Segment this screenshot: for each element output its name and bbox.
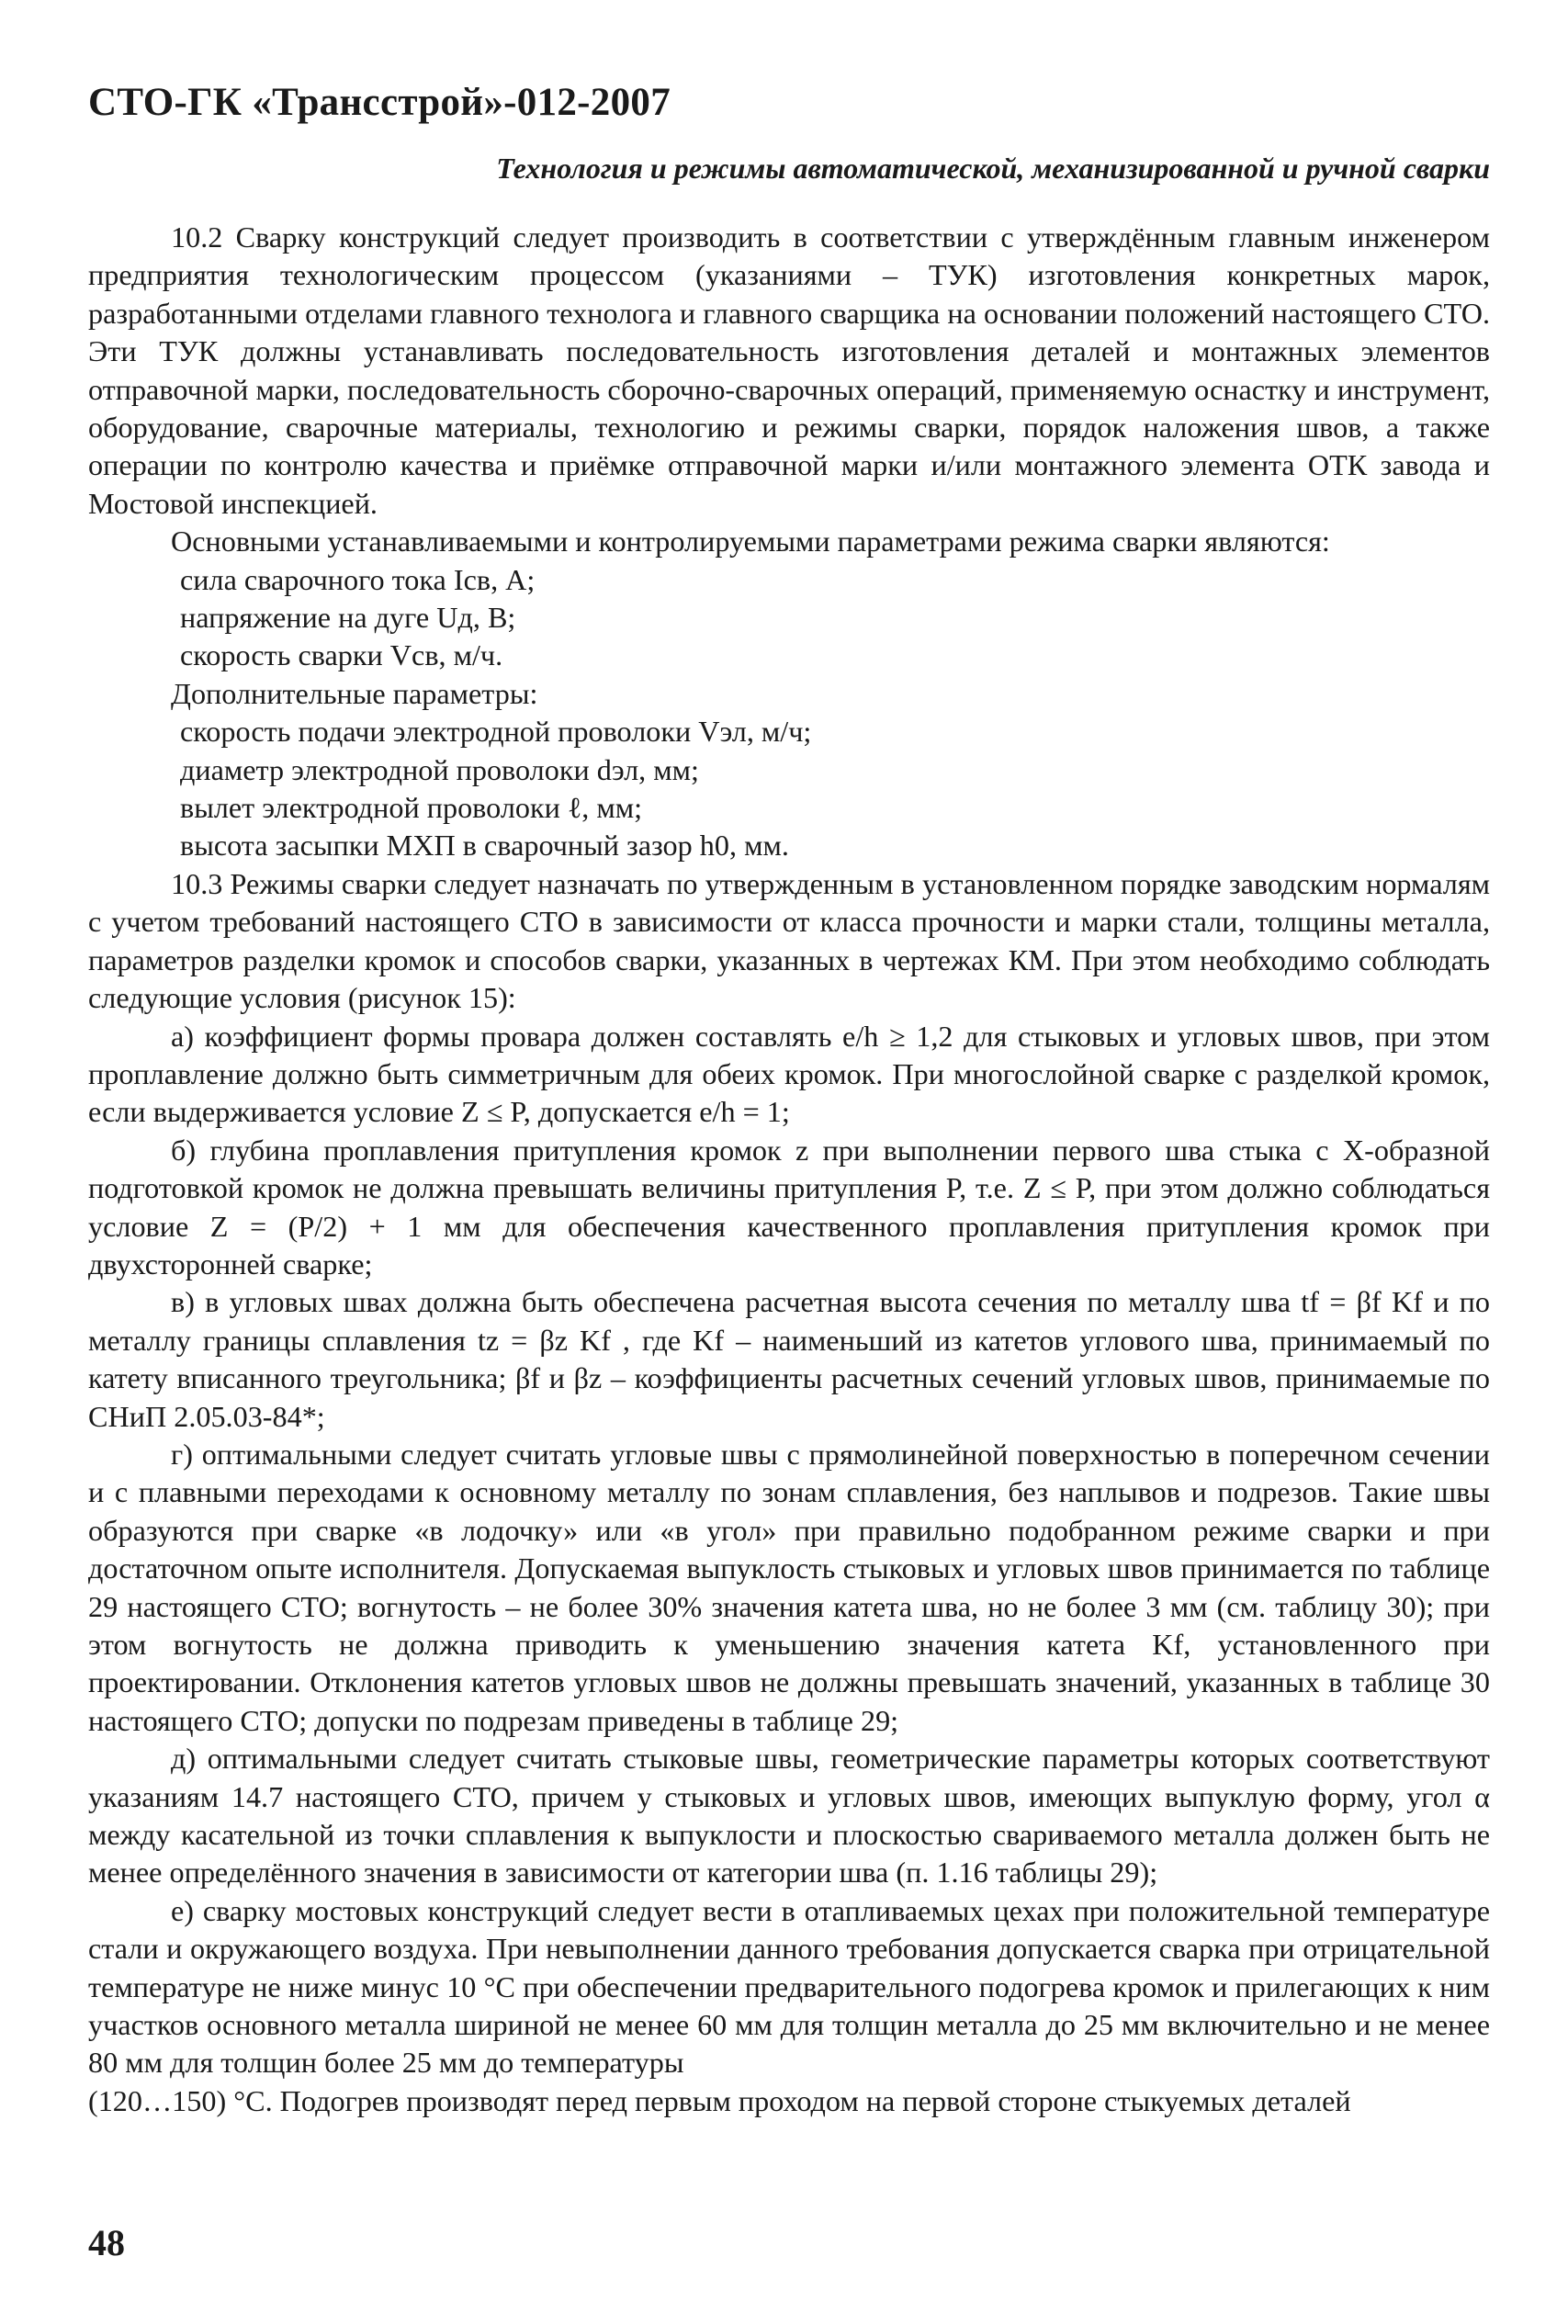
list-item-welding-speed: скорость сварки Vсв, м/ч. <box>180 638 503 672</box>
paragraph-condition-e: е) сварку мостовых конструкций следует вести в отапливаемых цехах при положительной температуре стали и окружающего воздуха. При невыполнении данного требования допускается сварка при отрицательной температуре не ниже минус 10 °С при обеспечении предварительного подогрева кромок и прилегающих к ним участков основного металла шириной не менее 60 мм для толщин металла до 25 мм включительно и не менее 80 мм для толщин более 25 мм до температуры <box>88 1893 1490 2080</box>
paragraph-condition-a: а) коэффициент формы провара должен составлять e/h ≥ 1,2 для стыковых и угловых швов, при этом проплавление должно быть симметричным для обеих кромок. При многослойной сварке с разделкой кромок, если выдерживается условие Z ≤ P, допускается e/h = 1; <box>88 1019 1490 1129</box>
paragraph-condition-d: д) оптимальными следует считать стыковые швы, геометрические параметры которых соответствуют указаниям 14.7 настоящего СТО, причем у стыковых и угловых швов, имеющих выпуклую форму, угол α между касательной из точки сплавления к выпуклости и плоскостью свариваемого металла должен быть не менее определённого значения в зависимости от категории шва (п. 1.16 таблицы 29); <box>88 1742 1490 1890</box>
paragraph-condition-b: б) глубина проплавления притупления кромок z при выполнении первого шва стыка с X-образной подготовкой кромок не должна превышать величины притупления P, т.е. Z ≤ P, при этом должно соблюдаться условие Z = (P/2) + 1 мм для обеспечения качественного проплавления притупления кромок при двухсторонней сварке; <box>88 1133 1490 1280</box>
document-page <box>88 79 1490 2120</box>
list-item-wire-stickout: вылет электродной проволоки ℓ, мм; <box>180 791 643 825</box>
document-subtitle: Технология и режимы автоматической, механизированной и ручной сварки <box>496 151 1490 185</box>
document-body <box>88 219 1490 2120</box>
list-item-wire-feed-speed: скорость подачи электродной проволоки Vэл, м/ч; <box>180 715 812 749</box>
list-item-fill-height: высота засыпки МХП в сварочный зазор h0, мм. <box>180 829 789 863</box>
list-item-welding-current: сила сварочного тока Iсв, А; <box>180 562 536 596</box>
paragraph-condition-e-continued: (120…150) °С. Подогрев производят перед первым проходом на первой стороне стыкуемых деталей <box>88 2083 1351 2117</box>
paragraph-10-2: 10.2 Сварку конструкций следует производить в соответствии с утверждённым главным инженером предприятия технологическим процессом (указаниями – ТУК) изготовления конкретных марок, разработанными отделами главного технолога и главного сварщика на основании положений настоящего СТО. Эти ТУК должны устанавливать последовательность изготовления деталей и монтажных элементов отправочной марки, последовательность сборочно-сварочных операций, применяемую оснастку и инструмент, оборудование, сварочные материалы, технологию и режимы сварки, порядок наложения швов, а также операции по контролю качества и приёмке отправочной марки и/или монтажного элемента ОТК завода и Мостовой инспекцией. <box>88 220 1490 520</box>
list-item-wire-diameter: диаметр электродной проволоки dэл, мм; <box>180 752 699 786</box>
paragraph-condition-g: г) оптимальными следует считать угловые швы с прямолинейной поверхностью в поперечном сечении и с плавными переходами к основному металлу по зонам сплавления, без наплывов и подрезов. Такие швы образуются при сварке «в лодочку» или «в угол» при правильно подобранном режиме сварки и при достаточном опыте исполнителя. Допускаемая выпуклость стыковых и угловых швов принимается по таблице 29 настоящего СТО; вогнутость – не более 30% значения катета шва, но не более 3 мм (см. таблицу 30); при этом вогнутость не должна приводить к уменьшению значения катета Kf, установленного при проектировании. Отклонения катетов угловых швов не должны превышать значений, указанных в таблице 30 настоящего СТО; допуски по подрезам приведены в таблице 29; <box>88 1437 1490 1737</box>
paragraph-condition-v: в) в угловых швах должна быть обеспечена расчетная высота сечения по металлу шва tf = βf Kf и по металлу границы сплавления tz = βz Kf , где Kf – наименьший из катетов углового шва, принимаемый по катету вписанного треугольника; βf и βz – коэффициенты расчетных сечений угловых швов, принимаемые по СНиП 2.05.03-84*; <box>88 1285 1490 1433</box>
page-number: 48 <box>88 2222 125 2263</box>
paragraph-10-3: 10.3 Режимы сварки следует назначать по утвержденным в установленном порядке заводским нормалям с учетом требований настоящего СТО в зависимости от класса прочности и марки стали, толщины металла, параметров разделки кромок и способов сварки, указанных в чертежах КМ. При этом необходимо соблюдать следующие условия (рисунок 15): <box>88 866 1490 1015</box>
list-item-arc-voltage: напряжение на дуге Uд, В; <box>180 601 516 635</box>
paragraph-additional-params-intro: Дополнительные параметры: <box>171 676 538 710</box>
paragraph-main-params-intro: Основными устанавливаемыми и контролируемыми параметрами режима сварки являются: <box>171 525 1330 558</box>
document-code: СТО-ГК «Трансстрой»-012-2007 <box>88 81 671 124</box>
